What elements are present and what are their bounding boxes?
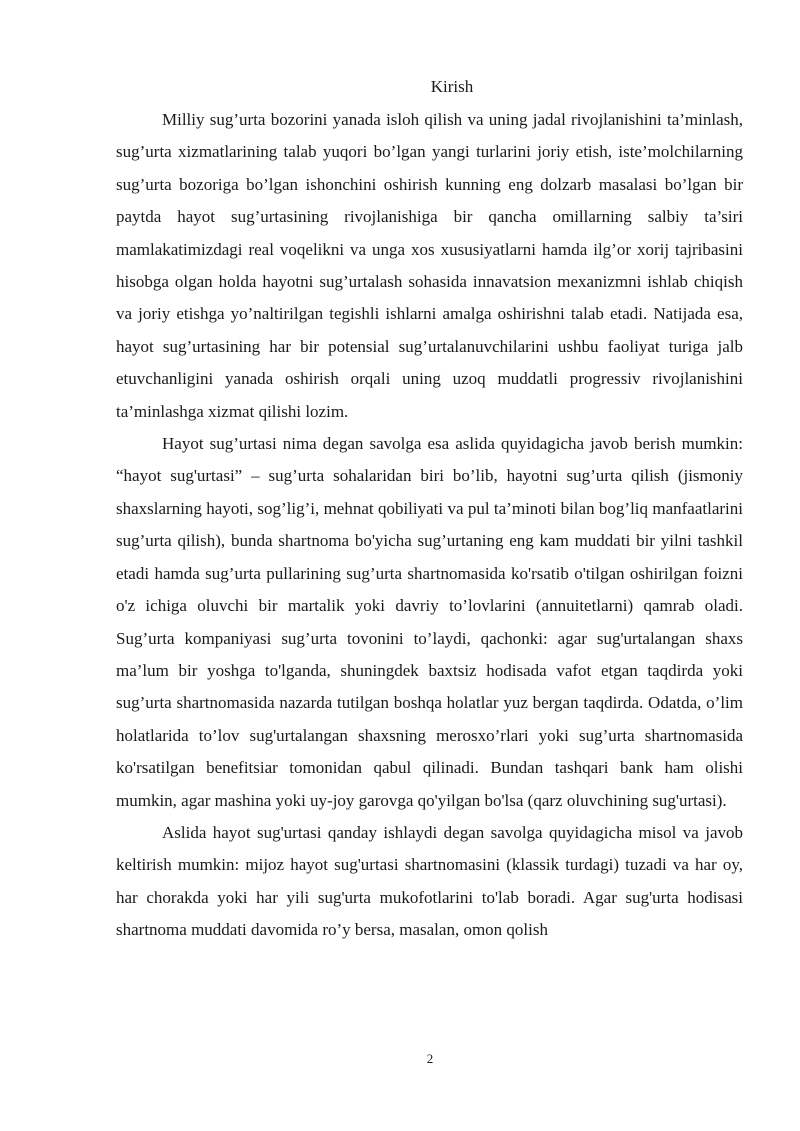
paragraph-example: Aslida hayot sug'urtasi qanday ishlaydi degan savolga quyidagicha misol va javob keltirish mumkin: mijoz hayot sug'urtasi shartnomasini (klassik turdagi) tuzadi va har oy, har chorakda yoki har yili sug'urta mukofotlarini to'lab boradi. Agar sug'urta hodisasi shartnoma muddati davomida ro’y bersa, masalan, omon qolish	[116, 822, 743, 940]
page-number: 2	[426, 1051, 434, 1066]
paragraph-definition: Hayot sug’urtasi nima degan savolga esa aslida quyidagicha javob berish mumkin: “hayot sug'urtasi” – sug’urta sohalaridan biri bo’lib, hayotni sug’urta qilish (jismoniy shaxslarning hayoti, sog’lig’i, mehnat qobiliyati va pul ta’minoti bilan bog’liq manfaatlarini sug’urta qilish), bunda shartnoma bo'yicha sug’urtaning eng kam muddati bir yilni tashkil etadi hamda sug’urta pullarining sug’urta shartnomasida ko'rsatib o'tilgan oshirilgan foizni o'z ichiga oluvchi bir martalik yoki davriy to’lovlarini (annuitetlarni) qamrab oladi. Sug’urta kompaniyasi sug’urta tovonini to’laydi, qachonki: agar sug'urtalangan shaxs ma’lum bir yoshga to'lganda, shuningdek baxtsiz hodisada vafot etgan taqdirda yoki sug’urta shartnomasida nazarda tutilgan boshqa holatlar yuz bergan taqdirda. Odatda, o’lim holatlarida to’lov sug'urtalangan shaxsning merosxo’rlari yoki sug’urta shartnomasida ko'rsatilgan benefitsiar tomonidan qabul qilinadi. Bundan tashqari bank ham olishi mumkin, agar mashina yoki uy-joy garovga qo'yilgan bo'lsa (qarz oluvchining sug'urtasi).	[116, 434, 743, 810]
page-title: Kirish	[430, 77, 474, 96]
paragraph-intro: Milliy sug’urta bozorini yanada isloh qilish va uning jadal rivojlanishini ta’minlash, sug’urta xizmatlarining talab yuqori bo’lgan yangi turlarini joriy etish, iste’molchilarning sug’urta bozoriga bo’lgan ishonchini oshirish kunning eng dolzarb masalasi bo’lgan bir paytda hayot sug’urtasining rivojlanishiga bir qancha omillarning salbiy ta’siri mamlakatimizdagi real voqelikni va unga xos xususiyatlarni hamda ilg’or xorij tajribasini hisobga olgan holda hayotni sug’urtalash sohasida innavatsion mexanizmni ishlab chiqish va joriy etishga yo’naltirilgan tegishli ishlarni amalga oshirishni talab etadi. Natijada esa, hayot sug’urtasining har bir potensial sug’urtalanuvchilarini ushbu faoliyat turiga jalb etuvchanligini yanada oshirish orqali uning uzoq muddatli progressiv rivojlanishini ta’minlashga xizmat qilishi lozim.	[116, 110, 743, 421]
body-text	[116, 104, 743, 947]
